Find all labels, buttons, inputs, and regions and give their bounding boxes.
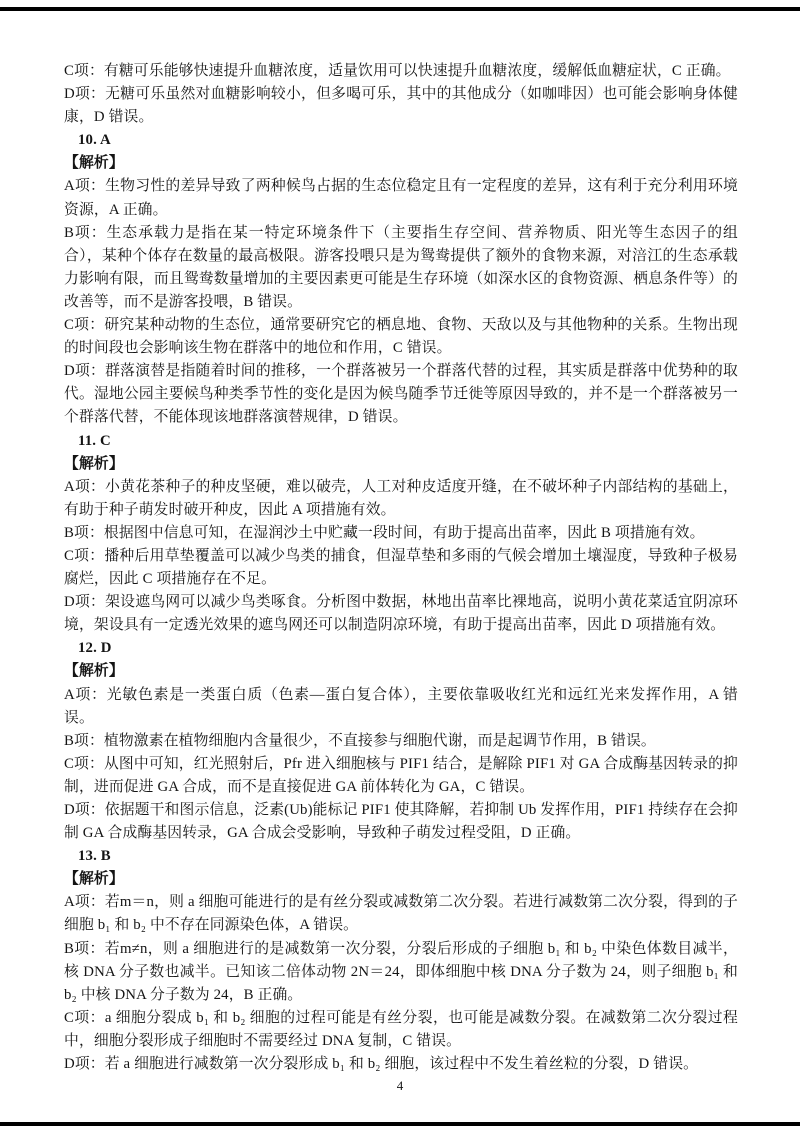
explanation-paragraph: D项：依据题干和图示信息，泛素(Ub)能标记 PIF1 使其降解，若抑制 Ub 发挥作用，PIF1 持续存在会抑制 GA 合成酶基因转录，GA 合成会受影响，导致种子萌发过程受阻，D 正确。 bbox=[64, 802, 738, 842]
page-footer bbox=[0, 1077, 800, 1095]
explanation-paragraph: B项：根据图中信息可知，在湿润沙土中贮藏一段时间，有助于提高出苗率，因此 B 项措施有效。 bbox=[64, 524, 705, 541]
analysis-label: 【解析】 bbox=[64, 871, 124, 888]
explanation-paragraph: D项：无糖可乐虽然对血糖影响较小，但多喝可乐，其中的其他成分（如咖啡因）也可能会影响身体健康，D 错误。 bbox=[64, 86, 738, 126]
document-content bbox=[64, 60, 738, 1076]
explanation-paragraph: B项：植物激素在植物细胞内含量很少，不直接参与细胞代谢，而是起调节作用，B 错误。 bbox=[64, 732, 656, 749]
answer-line: 11. C bbox=[78, 432, 111, 449]
answer-line: 10. A bbox=[78, 132, 111, 149]
explanation-paragraph: D项：架设遮鸟网可以减少鸟类啄食。分析图中数据，林地出苗率比裸地高，说明小黄花菜适宜阴凉环境，架设具有一定透光效果的遮鸟网还可以制造阴凉环境，有助于提高出苗率，因此 D 项措施有效。 bbox=[64, 594, 738, 634]
explanation-paragraph: D项：群落演替是指随着时间的推移，一个群落被另一个群落代替的过程，其实质是群落中优势种的取代。湿地公园主要候鸟种类季节性的变化是因为候鸟随季节迁徙等原因导致的，并不是一个群落被另一个群落代替，不能体现该地群落演替规律，D 错误。 bbox=[64, 363, 738, 426]
explanation-paragraph: A项：若m＝n，则 a 细胞可能进行的是有丝分裂或减数第二次分裂。若进行减数第二次分裂，得到的子细胞 b₁ 和 b₂ 中不存在同源染色体，A 错误。 bbox=[64, 894, 738, 934]
analysis-label: 【解析】 bbox=[64, 455, 124, 472]
explanation-paragraph: C项：研究某种动物的生态位，通常要研究它的栖息地、食物、天敌以及与其他物种的关系。生物出现的时间段也会影响该生物在群落中的地位和作用，C 错误。 bbox=[64, 317, 738, 357]
answer-line: 12. D bbox=[78, 640, 112, 657]
explanation-paragraph: C项：a 细胞分裂成 b₁ 和 b₂ 细胞的过程可能是有丝分裂，也可能是减数分裂。在减数第二次分裂过程中，细胞分裂形成子细胞时不需要经过 DNA 复制，C 错误。 bbox=[64, 1009, 738, 1049]
explanation-paragraph: D项：若 a 细胞进行减数第一次分裂形成 b₁ 和 b₂ 细胞，该过程中不发生着丝粒的分裂，D 错误。 bbox=[64, 1056, 699, 1073]
explanation-paragraph: B项：生态承载力是指在某一特定环境条件下（主要指生存空间、营养物质、阳光等生态因子的组合），某种个体存在数量的最高极限。游客投喂只是为鸳鸯提供了额外的食物来源，对涪江的生态承载力影响有限，而且鸳鸯数量增加的主要因素更可能是生存环境（如深水区的食物资源、栖息条件等）的改善等，而不是游客投喂，B 错误。 bbox=[64, 224, 738, 310]
page-bottom-border bbox=[0, 1122, 800, 1126]
page-top-border bbox=[0, 7, 800, 11]
explanation-paragraph: A项：光敏色素是一类蛋白质（色素—蛋白复合体），主要依靠吸收红光和远红光来发挥作用，A 错误。 bbox=[64, 686, 738, 726]
explanation-paragraph: C项：播种后用草垫覆盖可以减少鸟类的捕食，但湿草垫和多雨的气候会增加土壤湿度，导致种子极易腐烂，因此 C 项措施存在不足。 bbox=[64, 547, 738, 588]
page-number: 4 bbox=[396, 1078, 404, 1093]
explanation-paragraph: C项：从图中可知，红光照射后，Pfr 进入细胞核与 PIF1 结合，是解除 PIF1 对 GA 合成酶基因转录的抑制，进而促进 GA 合成，而不是直接促进 GA 前体转化为 GA，C 错误。 bbox=[64, 755, 738, 795]
explanation-paragraph: C项：有糖可乐能够快速提升血糖浓度，适量饮用可以快速提升血糖浓度，缓解低血糖症状，C 正确。 bbox=[64, 63, 731, 79]
explanation-paragraph: A项：小黄花茶种子的种皮坚硬，难以破壳，人工对种皮适度开缝，在不破坏种子内部结构的基础上，有助于种子萌发时破开种皮，因此 A 项措施有效。 bbox=[64, 478, 738, 518]
answer-line: 13. B bbox=[78, 848, 111, 865]
explanation-paragraph: B项：若m≠n，则 a 细胞进行的是减数第一次分裂，分裂后形成的子细胞 b₁ 和 b₂ 中染色体数目减半，核 DNA 分子数也减半。已知该二倍体动物 2N＝24，即体细胞中核 DNA 分子数为 24，则子细胞 b₁ 和 b₂ 中核 DNA 分子数为 24，B 正确。 bbox=[64, 940, 738, 1003]
analysis-label: 【解析】 bbox=[64, 663, 124, 680]
explanation-paragraph: A项：生物习性的差异导致了两种候鸟占据的生态位稳定且有一定程度的差异，这有利于充分利用环境资源，A 正确。 bbox=[64, 178, 738, 218]
analysis-label: 【解析】 bbox=[64, 155, 124, 172]
